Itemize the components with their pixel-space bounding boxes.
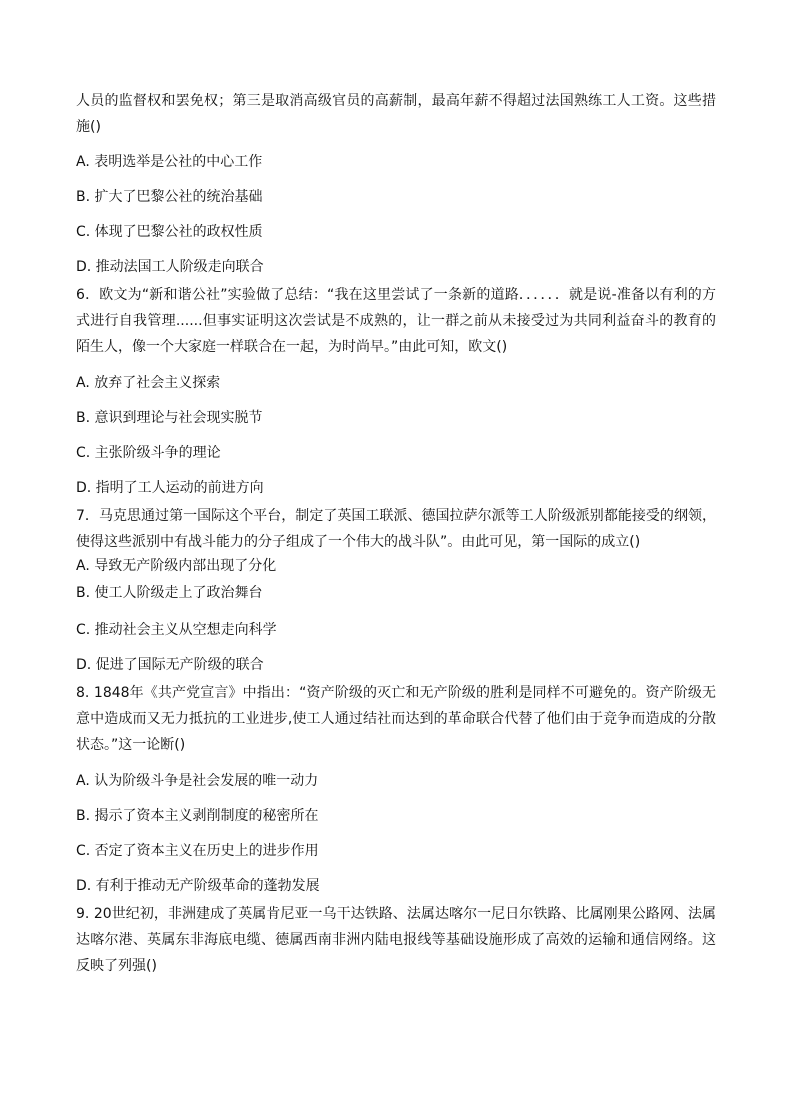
q8-option-d: D. 有利于推动无产阶级革命的蓬勃发展 (76, 878, 320, 894)
q7-option-b: B. 使工人阶级走上了政治舞台 (76, 585, 263, 601)
q5-option-b: B. 扩大了巴黎公社的统治基础 (76, 189, 263, 205)
question-5-stem-continuation: 人员的监督权和罢免权；第三是取消高级官员的高薪制，最高年薪不得超过法国熟练工人工资。这些措施() (76, 93, 716, 135)
document-page (76, 88, 716, 979)
q7-option-c: C. 推动社会主义从空想走向科学 (76, 622, 277, 638)
q6-option-b: B. 意识到理论与社会现实脱节 (76, 410, 263, 426)
q7-option-a: A. 导致无产阶级内部出现了分化 (76, 558, 277, 574)
q5-option-a: A. 表明选举是公社的中心工作 (76, 154, 263, 170)
q6-option-c: C. 主张阶级斗争的理论 (76, 445, 221, 461)
q8-option-c: C. 否定了资本主义在历史上的进步作用 (76, 843, 319, 859)
q6-option-d: D. 指明了工人运动的前进方向 (76, 480, 264, 496)
q5-option-d: D. 推动法国工人阶级走向联合 (76, 259, 264, 275)
q8-option-a: A. 认为阶级斗争是社会发展的唯一动力 (76, 773, 319, 789)
q8-option-b: B. 揭示了资本主义剥削制度的秘密所在 (76, 808, 319, 824)
question-6-stem: 6．欧文为“新和谐公社”实验做了总结：“我在这里尝试了一条新的道路．．．．．．就是说-准备以有利的方式进行自我管理......但事实证明这次尝试是不成熟的，让一群之前从未接受过为共同利益奋斗的教育的陌生人，像一个大家庭一样联合在一起，为时尚早。”由此可知，欧文() (76, 287, 716, 355)
q5-option-c: C. 体现了巴黎公社的政权性质 (76, 224, 263, 240)
q6-option-a: A. 放弃了社会主义探索 (76, 375, 221, 391)
question-8-stem: 8. 1848年《共产党宣言》中指出：“资产阶级的灭亡和无产阶级的胜利是同样不可避免的。资产阶级无意中造成而又无力抵抗的工业进步,使工人通过结社而达到的革命联合代替了他们由于竞争而造成的分散状态。”这一论断() (76, 685, 716, 753)
question-9-stem: 9. 20世纪初，非洲建成了英属肯尼亚一乌干达铁路、法属达喀尔一尼日尔铁路、比属刚果公路网、法属达喀尔港、英属东非海底电缆、德属西南非洲内陆电报线等基础设施形成了高效的运输和通信网络。这反映了列强() (76, 906, 716, 974)
question-7-stem: 7．马克思通过第一国际这个平台，制定了英国工联派、德国拉萨尔派等工人阶级派别都能接受的纲领，使得这些派别中有战斗能力的分子组成了一个伟大的战斗队”。由此可见，第一国际的成立() (76, 508, 716, 550)
q7-option-d: D. 促进了国际无产阶级的联合 (76, 657, 264, 673)
